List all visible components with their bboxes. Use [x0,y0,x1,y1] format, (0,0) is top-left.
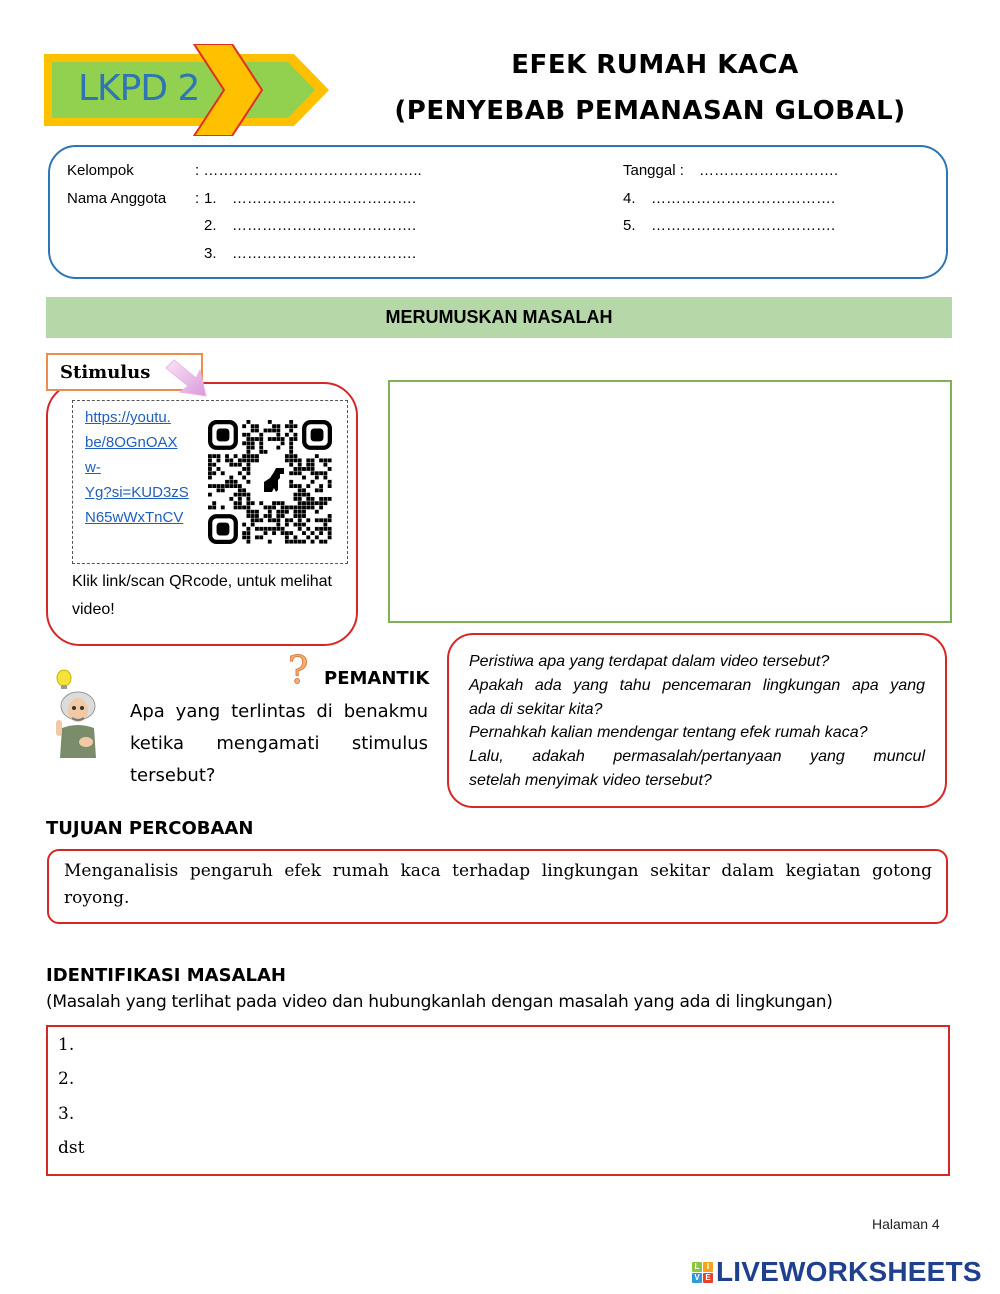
stimulus-caption: Klik link/scan QRcode, untuk melihat video! [72,573,332,618]
guide-question-line: Lalu, adakah permasalah/pertanyaan yang muncul [469,748,925,766]
liveworksheets-logo[interactable] [692,1256,982,1288]
video-link-line[interactable]: w- [85,459,101,476]
page-number: Halaman 4 [872,1216,940,1232]
member-number: 3. [204,245,217,262]
members-colon: : [195,190,200,207]
identifikasi-subtitle: (Masalah yang terlihat pada video dan hubungkanlah dengan masalah yang ada di lingkungan) [46,992,833,1012]
guide-question-line: ada di sekitar kita? [469,700,603,718]
liveworksheets-wordmark: LIVEWORKSHEETS [716,1256,982,1287]
date-field[interactable]: ………………………. [699,162,839,179]
live-blocks-icon [692,1262,713,1283]
pemantik-question: Apa yang terlintas di benakmu ketika mengamati stimulus tersebut? [130,701,428,786]
tujuan-text: Menganalisis pengaruh efek rumah kaca terhadap lingkungan sekitar dalam kegiatan gotong royong. [64,861,932,908]
stimulus-answer-input[interactable] [388,380,952,623]
identifikasi-item: 1. [58,1035,75,1055]
member-number: 2. [204,217,217,234]
guide-question-line: Pernahkah kalian mendengar tentang efek rumah kaca? [469,724,868,742]
live-block: V [692,1273,702,1283]
stimulus-label-text: Stimulus [60,361,151,383]
guide-questions [469,650,925,793]
members-label: Nama Anggota [67,190,167,207]
arrow-icon [162,358,212,400]
qr-code-icon[interactable] [208,420,332,544]
member-field-2[interactable]: ………………………………. [232,217,417,234]
identifikasi-heading: IDENTIFIKASI MASALAH [46,965,286,986]
video-link-line[interactable]: https://youtu. [85,409,171,426]
member-field-5[interactable]: ………………………………. [651,217,836,234]
video-link-line[interactable]: be/8OGnOAX [85,434,178,451]
section-banner-title: MERUMUSKAN MASALAH [385,307,613,327]
tujuan-heading: TUJUAN PERCOBAAN [46,818,254,839]
live-block: E [703,1273,713,1283]
identifikasi-item: dst [58,1138,85,1158]
page-subtitle: (PENYEBAB PEMANASAN GLOBAL) [394,96,906,126]
pemantik-heading: PEMANTIK [324,668,430,689]
page-title: EFEK RUMAH KACA [511,50,799,80]
group-label: Kelompok [67,162,134,179]
member-number: 1. [204,190,217,207]
live-block: L [692,1262,702,1272]
video-link[interactable] [85,405,200,530]
member-number: 5. [623,217,636,234]
section-banner [46,297,952,338]
lkpd-label: LKPD 2 [78,68,200,109]
group-field[interactable]: : …………………………………….. [195,162,422,179]
member-field-1[interactable]: ………………………………. [232,190,417,207]
identifikasi-answer-box[interactable] [46,1025,950,1176]
video-link-line[interactable]: Yg?si=KUD3zS [85,484,189,501]
date-label: Tanggal : [623,162,684,179]
guide-question-line: Apakah ada yang tahu pencemaran lingkungan apa yang [469,676,925,694]
member-field-4[interactable]: ………………………………. [651,190,836,207]
identifikasi-item: 2. [58,1069,75,1089]
member-field-3[interactable]: ………………………………. [232,245,417,262]
member-number: 4. [623,190,636,207]
identifikasi-item: 3. [58,1104,75,1124]
video-link-line[interactable]: N65wWxTnCV [85,509,184,526]
scientist-character-icon [52,666,102,762]
guide-question-line: setelah menyimak video tersebut? [469,771,712,789]
live-block: I [703,1262,713,1272]
guide-question-line: Peristiwa apa yang terdapat dalam video tersebut? [469,653,830,670]
question-mark-icon: ? [288,648,309,692]
